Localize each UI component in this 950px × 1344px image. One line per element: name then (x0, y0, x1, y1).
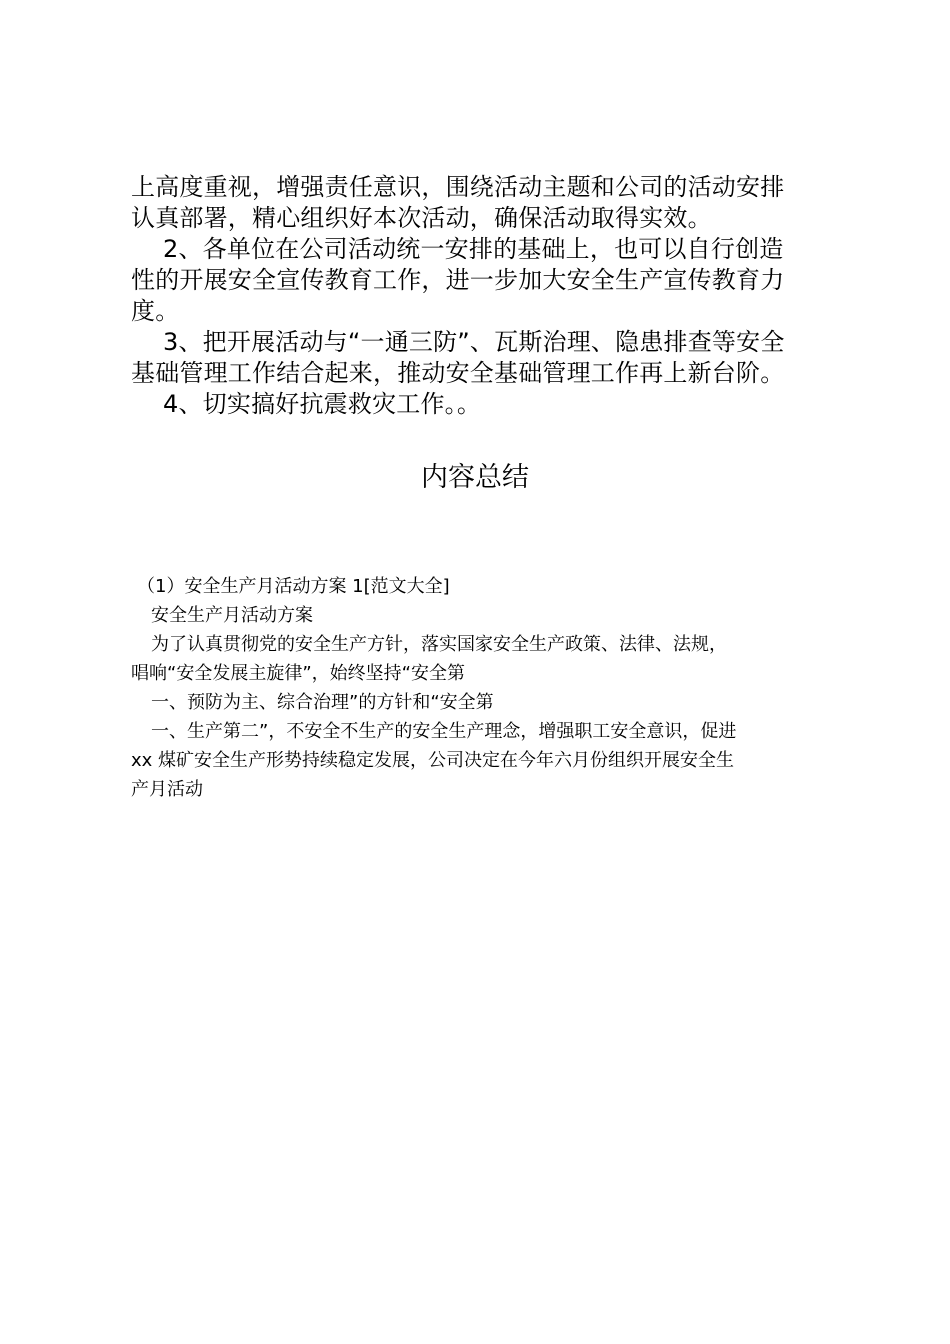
body-line: 性的开展安全宣传教育工作，进一步加大安全生产宣传教育力 (131, 266, 785, 294)
summary-line: （1）安全生产月活动方案 1[范文大全] (137, 576, 450, 597)
summary-line: 安全生产月活动方案 (151, 605, 313, 626)
body-line: 2、各单位在公司活动统一安排的基础上，也可以自行创造 (163, 235, 784, 263)
body-line: 上高度重视，增强责任意识，围绕活动主题和公司的活动安排 (131, 173, 785, 201)
summary-line: xx 煤矿安全生产形势持续稳定发展，公司决定在今年六月份组织开展安全生 (131, 750, 735, 771)
summary-block (131, 572, 831, 804)
summary-line: 唱响“安全发展主旋律”，始终坚持“安全第 (131, 663, 465, 684)
summary-line: 为了认真贯彻党的安全生产方针，落实国家安全生产政策、法律、法规， (151, 634, 727, 655)
summary-line: 一、预防为主、综合治理”的方针和“安全第 (151, 692, 494, 713)
body-line: 4、切实搞好抗震救灾工作。。 (163, 390, 482, 418)
body-line: 3、把开展活动与“一通三防”、瓦斯治理、隐患排查等安全 (163, 328, 785, 356)
body-line: 基础管理工作结合起来，推动安全基础管理工作再上新台阶。 (131, 359, 785, 387)
summary-line: 产月活动 (131, 779, 203, 800)
section-heading: 内容总结 (421, 462, 529, 493)
summary-line: 一、生产第二”，不安全不生产的安全生产理念，增强职工安全意识，促进 (151, 721, 737, 742)
body-line: 认真部署，精心组织好本次活动，确保活动取得实效。 (131, 204, 712, 232)
body-line: 度。 (131, 297, 180, 325)
body-text (131, 172, 821, 420)
